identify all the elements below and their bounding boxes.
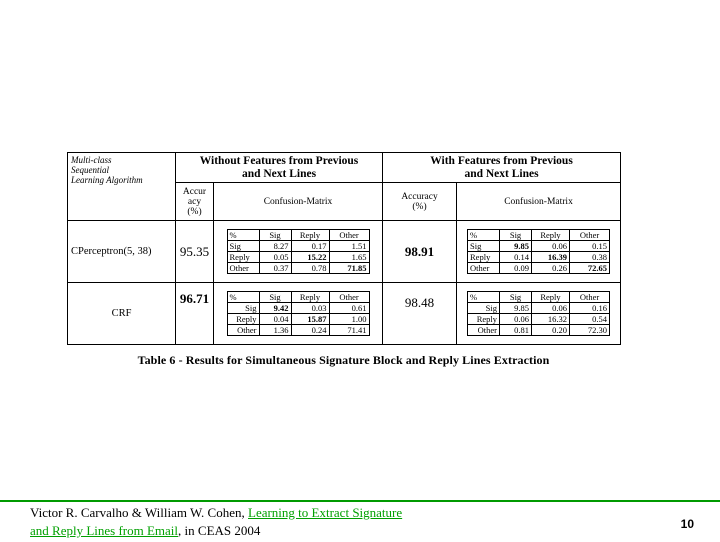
cm-value: 0.54	[570, 314, 610, 325]
cm-row-label: Reply	[468, 252, 500, 263]
algo-header-line-3: Learning Algorithm	[71, 175, 143, 185]
cm-row-label: Sig	[227, 303, 259, 314]
without-accuracy-header: Accur acy (%)	[176, 183, 214, 221]
cm-value: 0.16	[570, 303, 610, 314]
table-caption: Table 6 - Results for Simultaneous Signature Block and Reply Lines Extraction	[137, 353, 550, 367]
without-accuracy-value: 96.71	[176, 283, 214, 345]
cm-header: Sig	[259, 230, 291, 241]
without-accuracy-value: 95.35	[176, 221, 214, 283]
cm-value: 0.26	[532, 263, 570, 274]
cm-header: Reply	[291, 292, 329, 303]
cm-value: 0.03	[291, 303, 329, 314]
cm-header: Reply	[532, 230, 570, 241]
cm-header: Sig	[500, 292, 532, 303]
cm-value: 0.78	[291, 263, 329, 274]
cm-header: Sig	[259, 292, 291, 303]
cm-header: Reply	[291, 230, 329, 241]
confusion-matrix	[227, 291, 370, 336]
with-confusion-matrix-header: Confusion-Matrix	[457, 183, 621, 221]
cm-header: Other	[570, 230, 610, 241]
with-confusion-matrix-cell	[457, 283, 621, 345]
cm-row-label: Reply	[227, 252, 259, 263]
cm-row-label: Other	[227, 263, 259, 274]
cm-value: 0.24	[291, 325, 329, 336]
cm-value: 72.30	[570, 325, 610, 336]
cm-header: %	[227, 230, 259, 241]
with-accuracy-header: Accuracy (%)	[383, 183, 457, 221]
without-confusion-matrix-header: Confusion-Matrix	[214, 183, 383, 221]
with-confusion-matrix-cell	[457, 221, 621, 283]
cm-row-label: Sig	[468, 303, 500, 314]
cm-header: Sig	[500, 230, 532, 241]
cm-row-label: Other	[468, 263, 500, 274]
cm-value: 1.65	[329, 252, 369, 263]
algo-header-line-2: Sequential	[71, 165, 109, 175]
cm-header: Other	[329, 230, 369, 241]
cm-value: 72.65	[570, 263, 610, 274]
cm-row-label: Sig	[227, 241, 259, 252]
cm-row-label: Sig	[468, 241, 500, 252]
cm-value: 0.38	[570, 252, 610, 263]
cm-value: 71.41	[329, 325, 369, 336]
cm-header: Other	[329, 292, 369, 303]
cm-value: 0.81	[500, 325, 532, 336]
cm-value: 9.85	[500, 241, 532, 252]
cm-header: %	[468, 230, 500, 241]
cm-value: 0.05	[259, 252, 291, 263]
cm-value: 15.87	[291, 314, 329, 325]
table-row	[68, 221, 621, 283]
cm-value: 16.39	[532, 252, 570, 263]
cm-value: 0.09	[500, 263, 532, 274]
cm-value: 9.85	[500, 303, 532, 314]
cm-header: %	[468, 292, 500, 303]
algorithm-column-header	[68, 153, 176, 221]
cm-value: 8.27	[259, 241, 291, 252]
cm-value: 0.14	[500, 252, 532, 263]
citation-authors: Victor R. Carvalho & William W. Cohen,	[30, 505, 248, 520]
footer	[0, 500, 720, 542]
cm-value: 71.85	[329, 263, 369, 274]
cm-row-label: Other	[468, 325, 500, 336]
cm-value: 0.61	[329, 303, 369, 314]
citation-venue: , in CEAS 2004	[178, 523, 261, 538]
table-row	[68, 283, 621, 345]
with-accuracy-value: 98.91	[383, 221, 457, 283]
cm-value: 0.06	[532, 303, 570, 314]
without-confusion-matrix-cell	[214, 283, 383, 345]
citation-link[interactable]: Learning to Extract Signature and Reply Lines from Email	[30, 505, 403, 538]
cm-value: 0.37	[259, 263, 291, 274]
with-features-header: With Features from Previous and Next Lines	[383, 153, 621, 183]
confusion-matrix	[227, 229, 370, 274]
without-features-header: Without Features from Previous and Next Lines	[176, 153, 383, 183]
cm-header: Other	[570, 292, 610, 303]
without-confusion-matrix-cell	[214, 221, 383, 283]
cm-value: 16.32	[532, 314, 570, 325]
cm-value: 15.22	[291, 252, 329, 263]
with-accuracy-value: 98.48	[383, 283, 457, 345]
cm-value: 0.20	[532, 325, 570, 336]
citation	[30, 504, 500, 540]
cm-value: 0.06	[532, 241, 570, 252]
cm-value: 1.00	[329, 314, 369, 325]
cm-value: 0.15	[570, 241, 610, 252]
confusion-matrix	[467, 291, 610, 336]
results-table	[67, 152, 621, 345]
cm-row-label: Other	[227, 325, 259, 336]
algorithm-name: CRF	[68, 283, 176, 345]
cm-value: 0.04	[259, 314, 291, 325]
cm-value: 0.06	[500, 314, 532, 325]
cm-row-label: Reply	[227, 314, 259, 325]
confusion-matrix	[467, 229, 610, 274]
cm-header: %	[227, 292, 259, 303]
cm-row-label: Reply	[468, 314, 500, 325]
page-number: 10	[680, 517, 694, 531]
cm-value: 9.42	[259, 303, 291, 314]
algorithm-name: CPerceptron(5, 38)	[68, 221, 176, 283]
cm-value: 1.51	[329, 241, 369, 252]
cm-header: Reply	[532, 292, 570, 303]
algo-header-line-1: Multi-class	[71, 155, 112, 165]
cm-value: 0.17	[291, 241, 329, 252]
cm-value: 1.36	[259, 325, 291, 336]
